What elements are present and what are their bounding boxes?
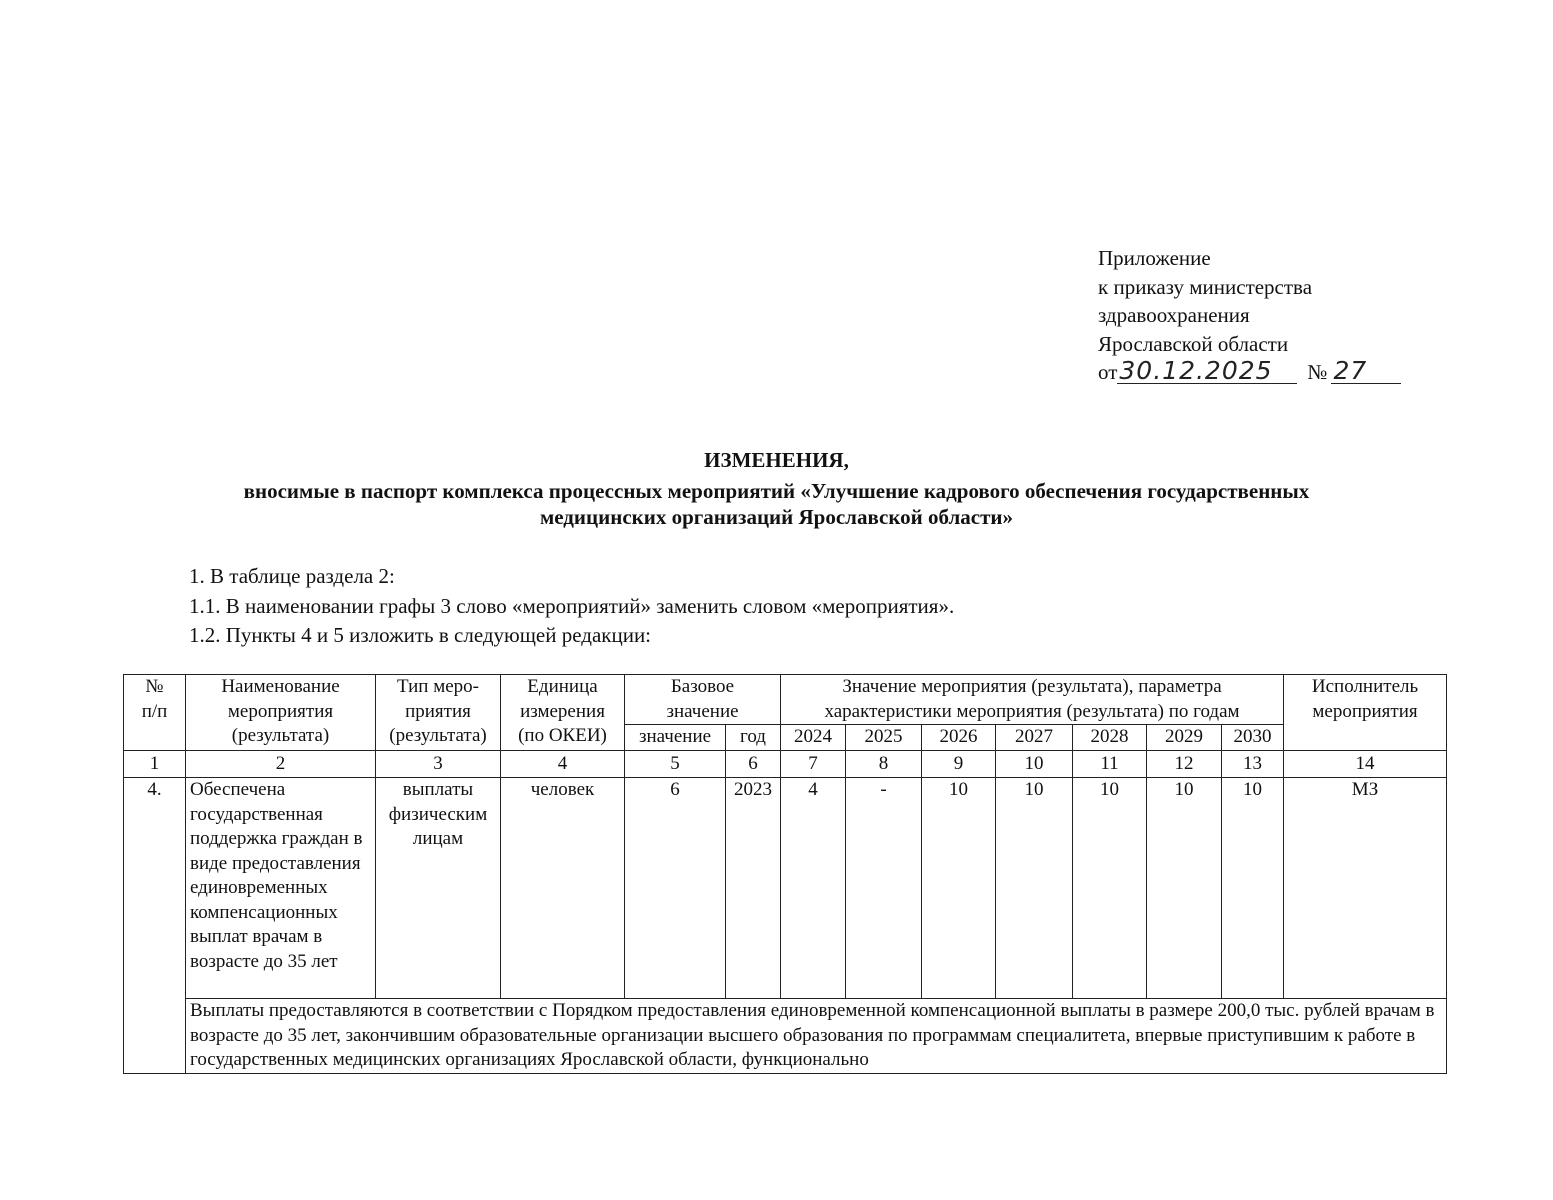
paragraph-1-2: 1.2. Пункты 4 и 5 изложить в следующей редакции: — [189, 623, 652, 647]
row-value-2025: - — [846, 778, 922, 999]
header-base-value: значение — [625, 725, 726, 751]
header-values-by-year: Значение мероприятия (результата), параметра характеристики мероприятия (результата) по годам — [781, 675, 1284, 725]
column-number: 9 — [922, 751, 996, 778]
column-number-row — [124, 751, 1447, 778]
header-name: Наименование мероприятия (результата) — [186, 675, 376, 751]
annex-block — [1098, 244, 1401, 387]
row-measure-type: выплаты физическим лицам — [376, 778, 501, 999]
paragraph-1: 1. В таблице раздела 2: — [189, 564, 395, 588]
annex-line-3: здравоохранения — [1098, 303, 1250, 327]
column-number: 1 — [124, 751, 186, 778]
header-unit: Единица измерения (по ОКЕИ) — [501, 675, 625, 751]
column-number: 10 — [996, 751, 1073, 778]
row-value-2030: 10 — [1222, 778, 1284, 999]
header-year-2029: 2029 — [1147, 725, 1222, 751]
annex-line-2: к приказу министерства — [1098, 274, 1313, 299]
header-year-2028: 2028 — [1073, 725, 1147, 751]
column-number: 3 — [376, 751, 501, 778]
document-title: ИЗМЕНЕНИЯ, — [704, 448, 849, 472]
column-number: 13 — [1222, 751, 1284, 778]
row-value-2026: 10 — [922, 778, 996, 999]
header-executor: Исполнитель мероприятия — [1284, 675, 1447, 751]
header-type: Тип меро- приятия (результата) — [376, 675, 501, 751]
number-label: № — [1307, 360, 1328, 384]
paragraph-1-1: 1.1. В наименовании графы 3 слово «мероприятий» заменить словом «мероприятия». — [189, 594, 955, 618]
column-number: 8 — [846, 751, 922, 778]
column-number: 2 — [186, 751, 376, 778]
document-subtitle-line-2: медицинских организаций Ярославской области» — [539, 505, 1014, 529]
column-number: 7 — [781, 751, 846, 778]
row-value-2028: 10 — [1073, 778, 1147, 999]
measures-table — [123, 674, 1447, 1074]
header-year-2024: 2024 — [781, 725, 846, 751]
row-measure-name: Обеспечена государственная поддержка граждан в виде предоставления единовременных компенсационных выплат врачам в возрасте до 35 лет — [186, 778, 376, 999]
header-year-2025: 2025 — [846, 725, 922, 751]
from-label: от — [1098, 360, 1118, 384]
row-base-value: 6 — [625, 778, 726, 999]
row-value-2027: 10 — [996, 778, 1073, 999]
document-subtitle-line-1: вносимые в паспорт комплекса процессных мероприятий «Улучшение кадрового обеспечения государственных — [243, 479, 1310, 503]
header-base-year: год — [726, 725, 781, 751]
header-year-2027: 2027 — [996, 725, 1073, 751]
row-base-year: 2023 — [726, 778, 781, 999]
row-unit: человек — [501, 778, 625, 999]
header-year-2030: 2030 — [1222, 725, 1284, 751]
column-number: 12 — [1147, 751, 1222, 778]
header-row-1 — [124, 675, 1447, 725]
header-number: № п/п — [124, 675, 186, 751]
annex-date-number-line — [1098, 358, 1401, 387]
handwritten-date: 30.12.2025 — [1117, 359, 1297, 384]
column-number: 5 — [625, 751, 726, 778]
annex-line-4: Ярославской области — [1098, 331, 1289, 356]
column-number: 11 — [1073, 751, 1147, 778]
row-number: 4. — [124, 778, 186, 1074]
table-row — [124, 778, 1447, 999]
header-year-2026: 2026 — [922, 725, 996, 751]
row-value-2024: 4 — [781, 778, 846, 999]
column-number: 6 — [726, 751, 781, 778]
row-note-text: Выплаты предоставляются в соответствии с Порядком предоставления единовременной компенсационной выплаты в размере 200,0 тыс. рублей врачам в возрасте до 35 лет, закончившим образовательные организации высшего образования по программам специалитета, впервые приступившим к работе в государственных медицинских организациях Ярославской области, функционально — [186, 999, 1447, 1074]
column-number: 14 — [1284, 751, 1447, 778]
row-executor: МЗ — [1284, 778, 1447, 999]
header-base: Базовое значение — [625, 675, 781, 725]
handwritten-number: 27 — [1331, 359, 1401, 384]
annex-line-1: Приложение — [1098, 246, 1211, 270]
column-number: 4 — [501, 751, 625, 778]
table-row-note — [124, 999, 1447, 1074]
row-value-2029: 10 — [1147, 778, 1222, 999]
